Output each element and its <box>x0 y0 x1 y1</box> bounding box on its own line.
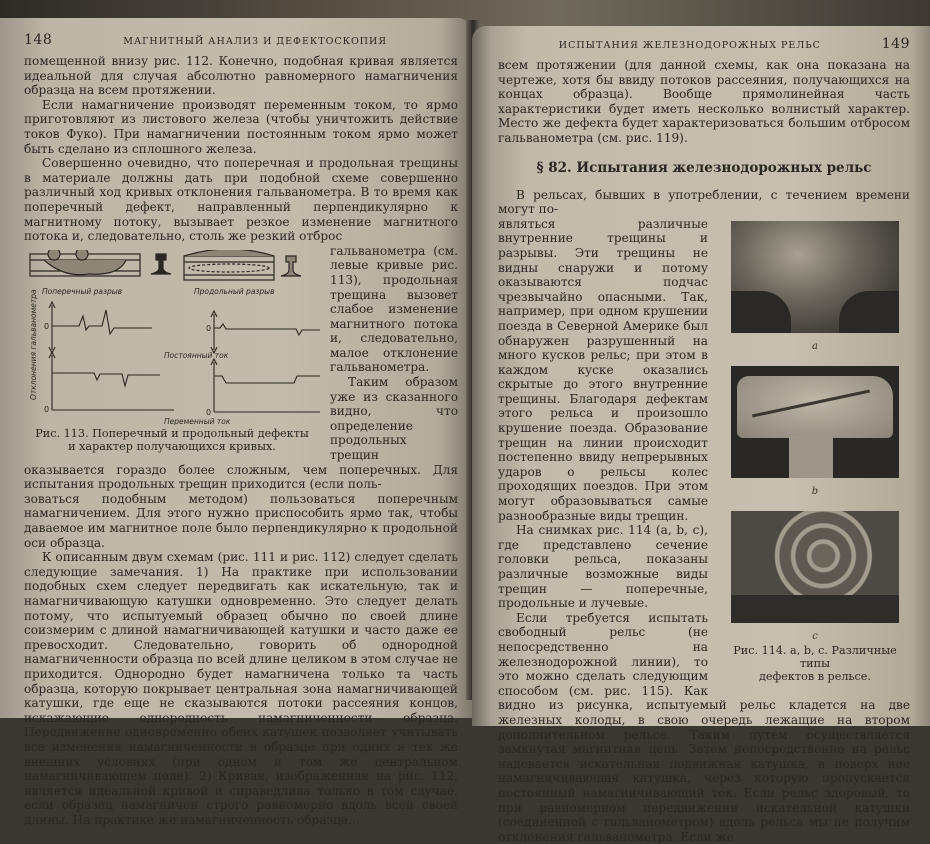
photo-a-rail-cross-section <box>731 221 899 333</box>
figure-113 <box>24 250 320 453</box>
wrapped-paragraph-2: Таким образом уже из сказанного видно, что определение продольных трещин оказывается гораздо более сложным, чем поперечных. Для испытания продольных трещин приходится (если поль- <box>24 375 458 492</box>
paragraph: всем протяжении (для данной схемы, как она показана на чертеже, хотя бы ввиду потоков рассеяния, получающихся на концах образца). Вообще прямолинейная часть характеристики будет иметь несколько волнистый характер. Место же дефекта будет характеризоваться большим отбросом гальванометра (см. рис. 119). <box>498 58 910 145</box>
photo-label-c: c <box>812 630 818 642</box>
paragraph-first-line: В рельсах, бывших в употреблении, с течением времени могут по- <box>498 187 910 217</box>
page-number-right: 149 <box>881 36 910 52</box>
paragraph: помещенной внизу рис. 112. Конечно, подобная кривая является идеальной для случая абсолютно равномерного намагничения образца на всем протяжении. <box>24 54 458 98</box>
running-head-title-right: ИСПЫТАНИЯ ЖЕЛЕЗНОДОРОЖНЫХ РЕЛЬС <box>558 40 821 51</box>
wrapped-paragraph: гальванометра (см. левые кривые рис. 113), продольная трещина вызовет слабое изменение магнитного потока и, следовательно, малое отклонение гальванометра. <box>330 243 458 375</box>
figure-114 <box>720 221 910 683</box>
svg-text:0: 0 <box>206 407 212 417</box>
label-transverse-break: Поперечный разрыв <box>42 286 123 296</box>
paragraph: являться различные внутренние трещины и разрывы. Эти трещины не видны снаружи и потому оказываются подчас чрезвычайно опасными. Так, например, при одном крушении поезда в Северной Америке был обнаружен разрушенный на много кусков рельс; при этом в каждом куске оказались скрытые до этого внутренние трещины. Благодаря дефектам этого рельса и произошло крушение поезда. Образование трещин на линии происходит постепенно ввиду непрерывных ударов о рельсы колес проходящих поездов. При этом могут образовываться самые разнообразные виды трещин. <box>498 216 708 523</box>
label-alternating-current: Переменный ток <box>164 416 231 425</box>
figure-113-caption: Рис. 113. Поперечный и продольный дефекты и характер получающихся кривых. <box>35 426 309 453</box>
svg-text:0: 0 <box>44 404 50 414</box>
page-number-left: 148 <box>24 32 53 48</box>
y-axis-label: Отклонения гальванометра <box>29 289 38 400</box>
label-longitudinal-break: Продольный разрыв <box>194 286 275 296</box>
photo-c-rail-cross-section <box>731 511 899 623</box>
left-running-head <box>24 32 458 48</box>
paragraph: Если намагничение производят переменным током, то ярмо приготовляют из листового железа (чтобы уничтожить действие токов Фуко). При намагничении постоянным током ярмо может быть сделано из сплошного железа. <box>24 97 458 156</box>
paragraph: Совершенно очевидно, что поперечная и продольная трещины в материале должны дать при подобной схеме совершенно различный ход кривых отклонения гальванометра. В то время как поперечный дефект, направленный перпендикулярно к магнитному потоку, вызывает резкое изменение магнитного потока и, следовательно, столь же резкий отброс <box>24 156 458 244</box>
right-running-head <box>498 36 910 52</box>
paragraph: зоваться подобным методом) пользоваться поперечным намагничением. Для этого нужно приспособить ярмо так, чтобы даваемое им магнитное поле было перпендикулярно к продольной оси образца. <box>24 491 458 550</box>
photo-label-a: a <box>812 340 818 352</box>
svg-text:0: 0 <box>44 321 50 331</box>
label-direct-current: Постоянный ток <box>164 350 229 360</box>
section-heading: § 82. Испытания железнодорожных рельс <box>536 159 872 176</box>
svg-text:0: 0 <box>206 323 212 333</box>
running-head-title-left: МАГНИТНЫЙ АНАЛИЗ И ДЕФЕКТОСКОПИЯ <box>123 36 388 47</box>
left-page <box>0 18 472 827</box>
figure-113-diagram <box>24 250 320 425</box>
paragraph: К описанным двум схемам (рис. 111 и рис. 112) следует сделать следующие замечания. 1) На практике при использовании подобных схем следует передвигать как искательную, так и намагничивающую катушки одновременно. Это следует делать потому, что испытуемый образец обычно по своей длине соизмерим с длиной намагничивающей катушки и часто даже ее превосходит. Следовательно, говорить об однородной намагниченности образца по всей длине целиком в этом случае не приходится. Однородно будет намагничена только та часть образца, которую покрывает центральная зона намагничивающей катушки, где еще не сказываются потоки рассеяния концов, искажающие однородность намагниченности образца. Передвижение одновременно обеих катушек позволяет учитывать все изменения намагниченности в образце при одних и тех же внешних условиях (при одном и том же центральном намагничивающем поле). 2) Кривая, изображенная на рис. 112, является идеальной кривой и справедлива только в том случае, если образец намагничен строго равномерно вдоль всей своей длины. На практике же намагниченность образца... <box>24 550 458 827</box>
right-page <box>472 26 930 844</box>
paragraph: На снимках рис. 114 (a, b, c), где представлено сечение головки рельса, показаны различные возможные виды трещин — поперечные, продольные и лучевые. <box>498 523 708 611</box>
figure-114-caption: Рис. 114. a, b, c. Различные типы дефектов в рельсе. <box>733 643 897 683</box>
paragraph: Если требуется испытать свободный рельс (не непосредственно на железнодорожной линии), то это можно сделать следующим способом (см. рис. 115). Как видно из рисунка, испытуемый рельс кладется на две железных колоды, в свою очередь лежащие на втором дополнительном рельсе. Таким путем осуществляется замкнутая магнитная цепь. Затем непосредственно на рельс надевается искательная подвижная катушка, а поверх нее намагничивающая катушка, через которую пропускается постоянный намагничивающий ток. Если рельс здоровый, то при равномерном передвижении искательной катушки (соединенной с гальванометром) вдоль рельса мы не получим отклонения гальванометра. Если же <box>498 610 910 844</box>
photo-b-rail-cross-section <box>731 366 899 478</box>
photo-label-b: b <box>811 485 819 497</box>
